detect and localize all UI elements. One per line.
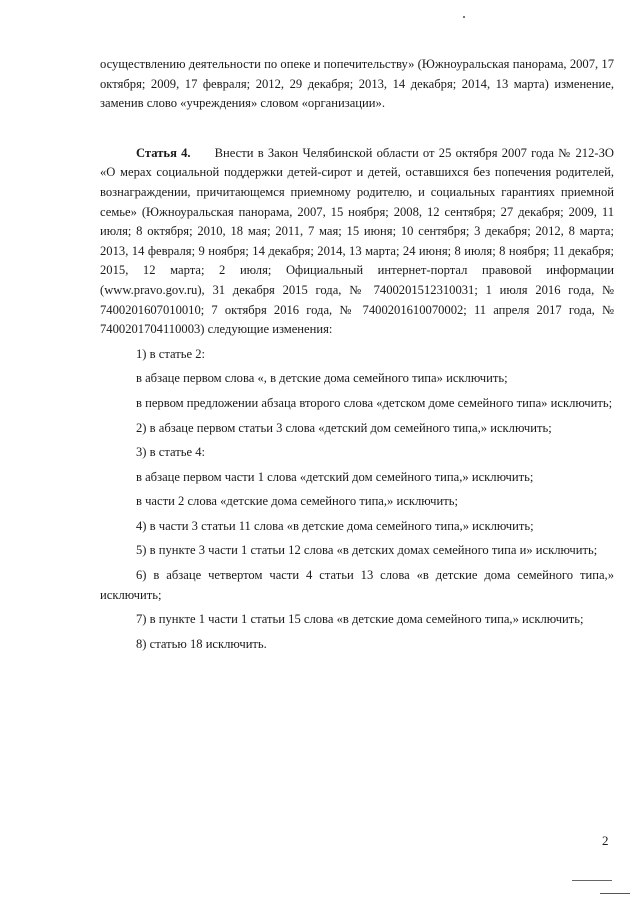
list-item: 6) в абзаце четвертом части 4 статьи 13 слова «в детские дома семейного типа,» исключить; [100,568,614,602]
scan-mark [600,893,630,894]
list-item: в абзаце первом части 1 слова «детский дом семейного типа,» исключить; [136,469,534,484]
list-item: 7) в пункте 1 части 1 статьи 15 слова «в детские дома семейного типа,» исключить; [136,612,584,627]
list-item: в части 2 слова «детские дома семейного типа,» исключить; [136,494,458,509]
list-item: 5) в пункте 3 части 1 статьи 12 слова «в детских домах семейного типа и» исключить; [136,543,598,558]
list-item: 8) статью 18 исключить. [136,636,267,651]
list-item: 2) в абзаце первом статьи 3 слова «детский дом семейного типа,» исключить; [136,420,552,435]
list-item: 1) в статье 2: [136,346,206,361]
scan-speck [463,16,465,18]
page-number: 2 [602,833,609,848]
article-4-body: Внести в Закон Челябинской области от 25 октября 2007 года № 212-ЗО «О мерах социальной поддержки детей-сирот и детей, оставшихся без попечения родителей, вознаграждении, причитающемся приемному родителю, и социальных гарантиях приемной семье» (Южноуральская панорама, 2007, 15 ноября; 2008, 12 сентября; 27 декабря; 2009, 11 июля; 8 октября; 2010, 18 мая; 2011, 7 мая; 15 июня; 10 сентября; 3 декабря; 2012, 8 марта; 2013, 14 февраля; 9 ноября; 14 декабря; 2014, 13 марта; 24 июня; 8 июля; 8 ноября; 11 декабря; 2015, 12 марта; 2 июля; Официальный интернет-портал правовой информации (www.pravo.gov.ru), 31 декабря 2015 года, № 7400201512310031; 1 июля 2016 года, № 7400201607010010; 7 октября 2016 года, № 7400201610070002; 11 апреля 2017 года, № 7400201704110003) следующие изменения: [100,145,614,337]
document-page [100,55,614,659]
top-paragraph: осуществлению деятельности по опеке и попечительству» (Южноуральская панорама, 2007, 17 октября; 2009, 17 февраля; 2012, 29 декабря; 2013, 14 декабря; 2014, 13 марта) изменение, заменив слово «учреждения» словом «организации». [100,57,614,111]
list-item: в абзаце первом слова «, в детские дома семейного типа» исключить; [136,371,508,386]
list-item: в первом предложении абзаца второго слова «детском доме семейного типа» исключить; [136,395,613,410]
list-item: 4) в части 3 статьи 11 слова «в детские дома семейного типа,» исключить; [136,518,534,533]
list-item: 3) в статье 4: [136,445,206,460]
article-4-heading: Статья 4. [136,145,191,160]
article-4-paragraph [100,144,614,340]
scan-mark [572,880,612,881]
